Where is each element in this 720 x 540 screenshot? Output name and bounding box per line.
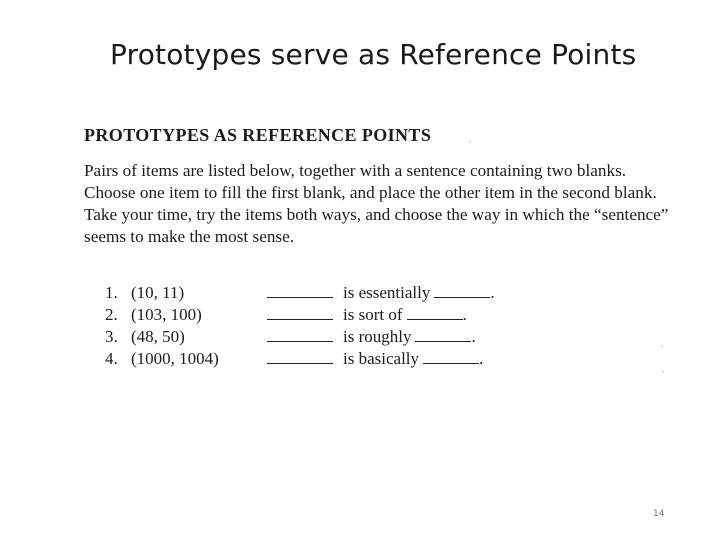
item-number: 1. [105, 283, 118, 302]
page-number: 14 [653, 509, 665, 519]
item-end: . [490, 283, 495, 302]
item-sentence [267, 282, 495, 304]
item-number: 3. [105, 327, 118, 346]
item-sentence [267, 348, 483, 370]
item-phrase: is sort of [343, 305, 403, 324]
item-end: . [471, 327, 476, 346]
second-blank [423, 348, 479, 364]
first-blank [267, 326, 333, 342]
item-number: 4. [105, 349, 118, 368]
scan-speck [469, 141, 471, 142]
second-blank [415, 326, 471, 342]
item-pair: (1000, 1004) [131, 349, 219, 368]
item-number: 2. [105, 305, 118, 324]
scanned-excerpt [84, 125, 674, 368]
list-item [105, 282, 495, 304]
item-sentence [267, 304, 467, 326]
second-blank [407, 304, 463, 320]
excerpt-heading: PROTOTYPES AS REFERENCE POINTS [84, 125, 432, 145]
item-phrase: is roughly [343, 327, 412, 346]
scan-speck [661, 346, 663, 347]
item-end: . [462, 305, 467, 324]
first-blank [267, 304, 333, 320]
scan-speck [662, 371, 664, 372]
item-end: . [479, 349, 484, 368]
item-pair: (48, 50) [131, 327, 185, 346]
first-blank [267, 348, 333, 364]
second-blank [434, 282, 490, 298]
first-blank [267, 282, 333, 298]
list-item [105, 326, 495, 348]
excerpt-instructions: Pairs of items are listed below, together with a sentence containing two blanks. Choose one item to fill the first blank, and place the other item in the second blank. Take your time, try the items both ways, and choose the way in which the “sentence” seems to make the most sense. [84, 161, 669, 246]
list-item [105, 348, 495, 370]
item-phrase: is basically [343, 349, 420, 368]
list-item [105, 304, 495, 326]
item-phrase: is essentially [343, 283, 431, 302]
slide-title: Prototypes serve as Reference Points [110, 38, 637, 71]
item-pair: (103, 100) [131, 305, 202, 324]
item-list [105, 282, 495, 370]
item-pair: (10, 11) [131, 283, 185, 302]
item-sentence [267, 326, 476, 348]
